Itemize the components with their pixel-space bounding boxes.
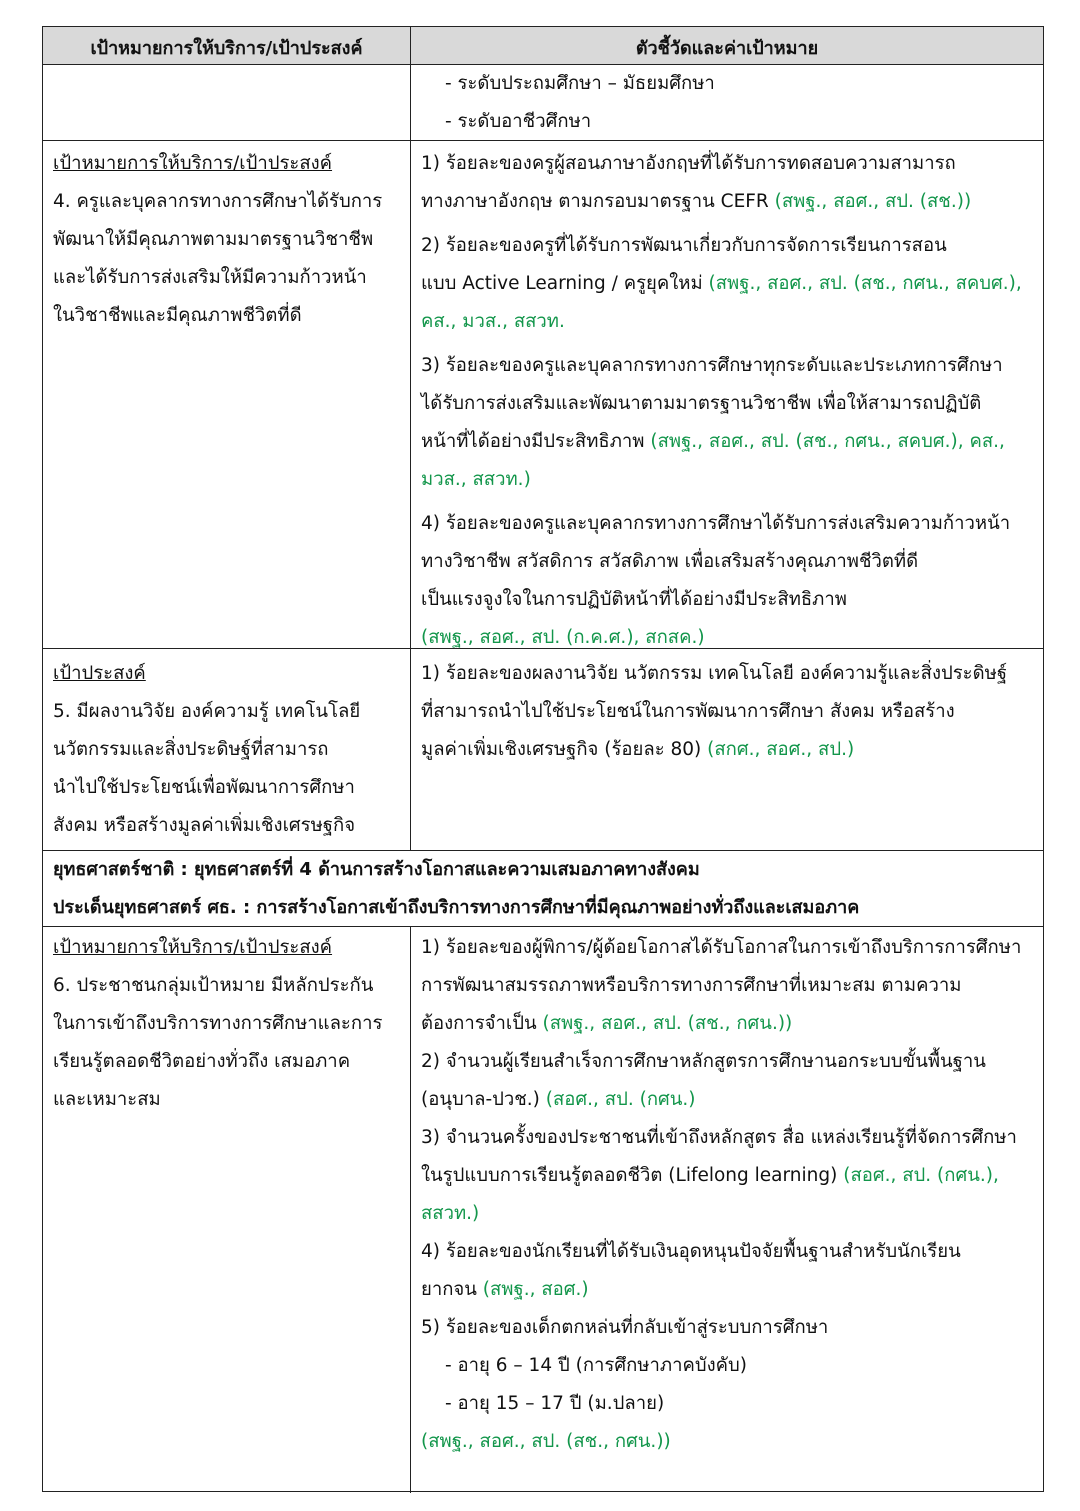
indicator-line: 1) ร้อยละของครูผู้สอนภาษาอังกฤษที่ได้รับการทดสอบความสามารถ [421,153,956,174]
goal-line: นวัตกรรมและสิ่งประดิษฐ์ที่สามารถ [53,739,329,760]
goal-line: เรียนรู้ตลอดชีวิตอย่างทั่วถึง เสมอภาค [53,1051,351,1072]
agency-list: (สพฐ., สอศ., สป. (สช., กศน.)) [421,1431,671,1452]
agency-list: (สพฐ., สอศ., สป. (สช., กศน., สคบศ.), [708,273,1022,294]
agency-list: (สกศ., สอศ., สป.) [707,739,855,760]
age-item: - อายุ 6 – 14 ปี (การศึกษาภาคบังคับ) [445,1355,747,1376]
indicator-line: 2) จำนวนผู้เรียนสำเร็จการศึกษาหลักสูตรการศึกษานอกระบบขั้นพื้นฐาน [421,1051,986,1072]
ministry-strategy: ประเด็นยุทธศาสตร์ ศธ. : การสร้างโอกาสเข้าถึงบริการทางการศึกษาที่มีคุณภาพอย่างทั่วถึงและเสมอภาค [53,897,860,918]
goal-line: 5. มีผลงานวิจัย องค์ความรู้ เทคโนโลยี [53,701,361,722]
level-item: - ระดับประถมศึกษา – มัธยมศึกษา [445,73,715,94]
goal-line: นำไปใช้ประโยชน์เพื่อพัฒนาการศึกษา [53,777,355,798]
table-row [43,927,1043,1493]
goal-line: และเหมาะสม [53,1089,161,1110]
indicator-cell [421,929,1035,1461]
indicator-line: ต้องการจำเป็น [421,1013,543,1034]
agency-list: (สอศ., สป. (กศน.) [545,1089,696,1110]
indicator-line: ที่สามารถนำไปใช้ประโยชน์ในการพัฒนาการศึกษา สังคม หรือสร้าง [421,701,955,722]
indicator-line: 1) ร้อยละของผลงานวิจัย นวัตกรรม เทคโนโลยี องค์ความรู้และสิ่งประดิษฐ์ [421,663,1008,684]
agency-list: มวส., สสวท.) [421,469,531,490]
agency-list: (สอศ., สป. (กศน.), [843,1165,999,1186]
indicator-line: ทางวิชาชีพ สวัสดิการ สวัสดิภาพ เพื่อเสริมสร้างคุณภาพชีวิตที่ดี [421,551,919,572]
goal-cell [53,655,398,845]
goal-heading: เป้าประสงค์ [53,663,146,684]
strategy-text [53,851,1033,927]
agency-list: (สพฐ., สอศ.) [482,1279,589,1300]
table-row [43,649,1043,851]
agency-list: สสวท.) [421,1203,480,1224]
indicator-line: แบบ Active Learning / ครูยุคใหม่ [421,273,709,294]
agency-list: (สพฐ., สอศ., สป. (สช., กศน., สคบศ.), คส., [650,431,1005,452]
indicator-line: การพัฒนาสมรรถภาพหรือบริการทางการศึกษาที่เหมาะสม ตามความ [421,975,962,996]
indicator-line: ในรูปแบบการเรียนรู้ตลอดชีวิต (Lifelong learning) [421,1165,844,1186]
header-indicator: ตัวชี้วัดและค่าเป้าหมาย [635,38,819,59]
goal-line: สังคม หรือสร้างมูลค่าเพิ่มเชิงเศรษฐกิจ [53,815,356,836]
column-divider [410,649,411,851]
indicator-cell [421,65,1035,141]
indicator-line: หน้าที่ได้อย่างมีประสิทธิภาพ [421,431,651,452]
indicator-line: เป็นแรงจูงใจในการปฏิบัติหน้าที่ได้อย่างมีประสิทธิภาพ [421,589,847,610]
level-item: - ระดับอาชีวศึกษา [445,111,592,132]
goal-line: 6. ประชาชนกลุ่มเป้าหมาย มีหลักประกัน [53,975,374,996]
goal-cell [53,145,398,335]
table-row [43,141,1043,649]
column-divider [410,27,411,65]
national-strategy: ยุทธศาสตร์ชาติ : ยุทธศาสตร์ที่ 4 ด้านการสร้างโอกาสและความเสมอภาคทางสังคม [53,859,700,880]
indicator-line: 3) ร้อยละของครูและบุคลากรทางการศึกษาทุกระดับและประเภทการศึกษา [421,355,1003,376]
indicator-line: ทางภาษาอังกฤษ ตามกรอบมาตรฐาน CEFR [421,191,775,212]
goal-heading: เป้าหมายการให้บริการ/เป้าประสงค์ [53,153,333,174]
indicator-line: ได้รับการส่งเสริมและพัฒนาตามมาตรฐานวิชาชีพ เพื่อให้สามารถปฏิบัติ [421,393,982,414]
table-row [43,65,1043,141]
column-divider [410,927,411,1493]
goal-cell [53,929,398,1119]
indicator-line: 4) ร้อยละของนักเรียนที่ได้รับเงินอุดหนุนปัจจัยพื้นฐานสำหรับนักเรียน [421,1241,961,1262]
indicator-line: 4) ร้อยละของครูและบุคลากรทางการศึกษาได้รับการส่งเสริมความก้าวหน้า [421,513,1011,534]
table-header [43,27,1043,65]
indicator-cell [421,655,1035,769]
goal-line: พัฒนาให้มีคุณภาพตามมาตรฐานวิชาชีพ [53,229,374,250]
header-goal: เป้าหมายการให้บริการ/เป้าประสงค์ [90,38,363,59]
column-divider [410,65,411,141]
indicator-line: มูลค่าเพิ่มเชิงเศรษฐกิจ (ร้อยละ 80) [421,739,708,760]
agency-list: (สพฐ., สอศ., สป. (สช., กศน.)) [542,1013,793,1034]
goal-line: และได้รับการส่งเสริมให้มีความก้าวหน้า [53,267,367,288]
goal-line: 4. ครูและบุคลากรทางการศึกษาได้รับการ [53,191,383,212]
agency-list: คส., มวส., สสวท. [421,311,565,332]
indicator-line: 2) ร้อยละของครูที่ได้รับการพัฒนาเกี่ยวกับการจัดการเรียนการสอน [421,235,947,256]
indicator-line: (อนุบาล-ปวช.) [421,1089,546,1110]
indicator-line: 1) ร้อยละของผู้พิการ/ผู้ด้อยโอกาสได้รับโอกาสในการเข้าถึงบริการการศึกษา [421,937,1022,958]
goal-heading: เป้าหมายการให้บริการ/เป้าประสงค์ [53,937,333,958]
agency-list: (สพฐ., สอศ., สป. (ก.ค.ศ.), สกสค.) [421,627,705,648]
indicator-line: 3) จำนวนครั้งของประชาชนที่เข้าถึงหลักสูตร สื่อ แหล่งเรียนรู้ที่จัดการศึกษา [421,1127,1017,1148]
indicator-line: ยากจน [421,1279,483,1300]
indicator-table [42,26,1044,1492]
indicator-cell [421,145,1035,657]
agency-list: (สพฐ., สอศ., สป. (สช.)) [774,191,972,212]
column-divider [410,141,411,649]
indicator-line: 5) ร้อยละของเด็กตกหล่นที่กลับเข้าสู่ระบบการศึกษา [421,1317,829,1338]
strategy-row [43,851,1043,927]
goal-line: ในวิชาชีพและมีคุณภาพชีวิตที่ดี [53,305,302,326]
goal-line: ในการเข้าถึงบริการทางการศึกษาและการ [53,1013,383,1034]
age-item: - อายุ 15 – 17 ปี (ม.ปลาย) [445,1393,665,1414]
